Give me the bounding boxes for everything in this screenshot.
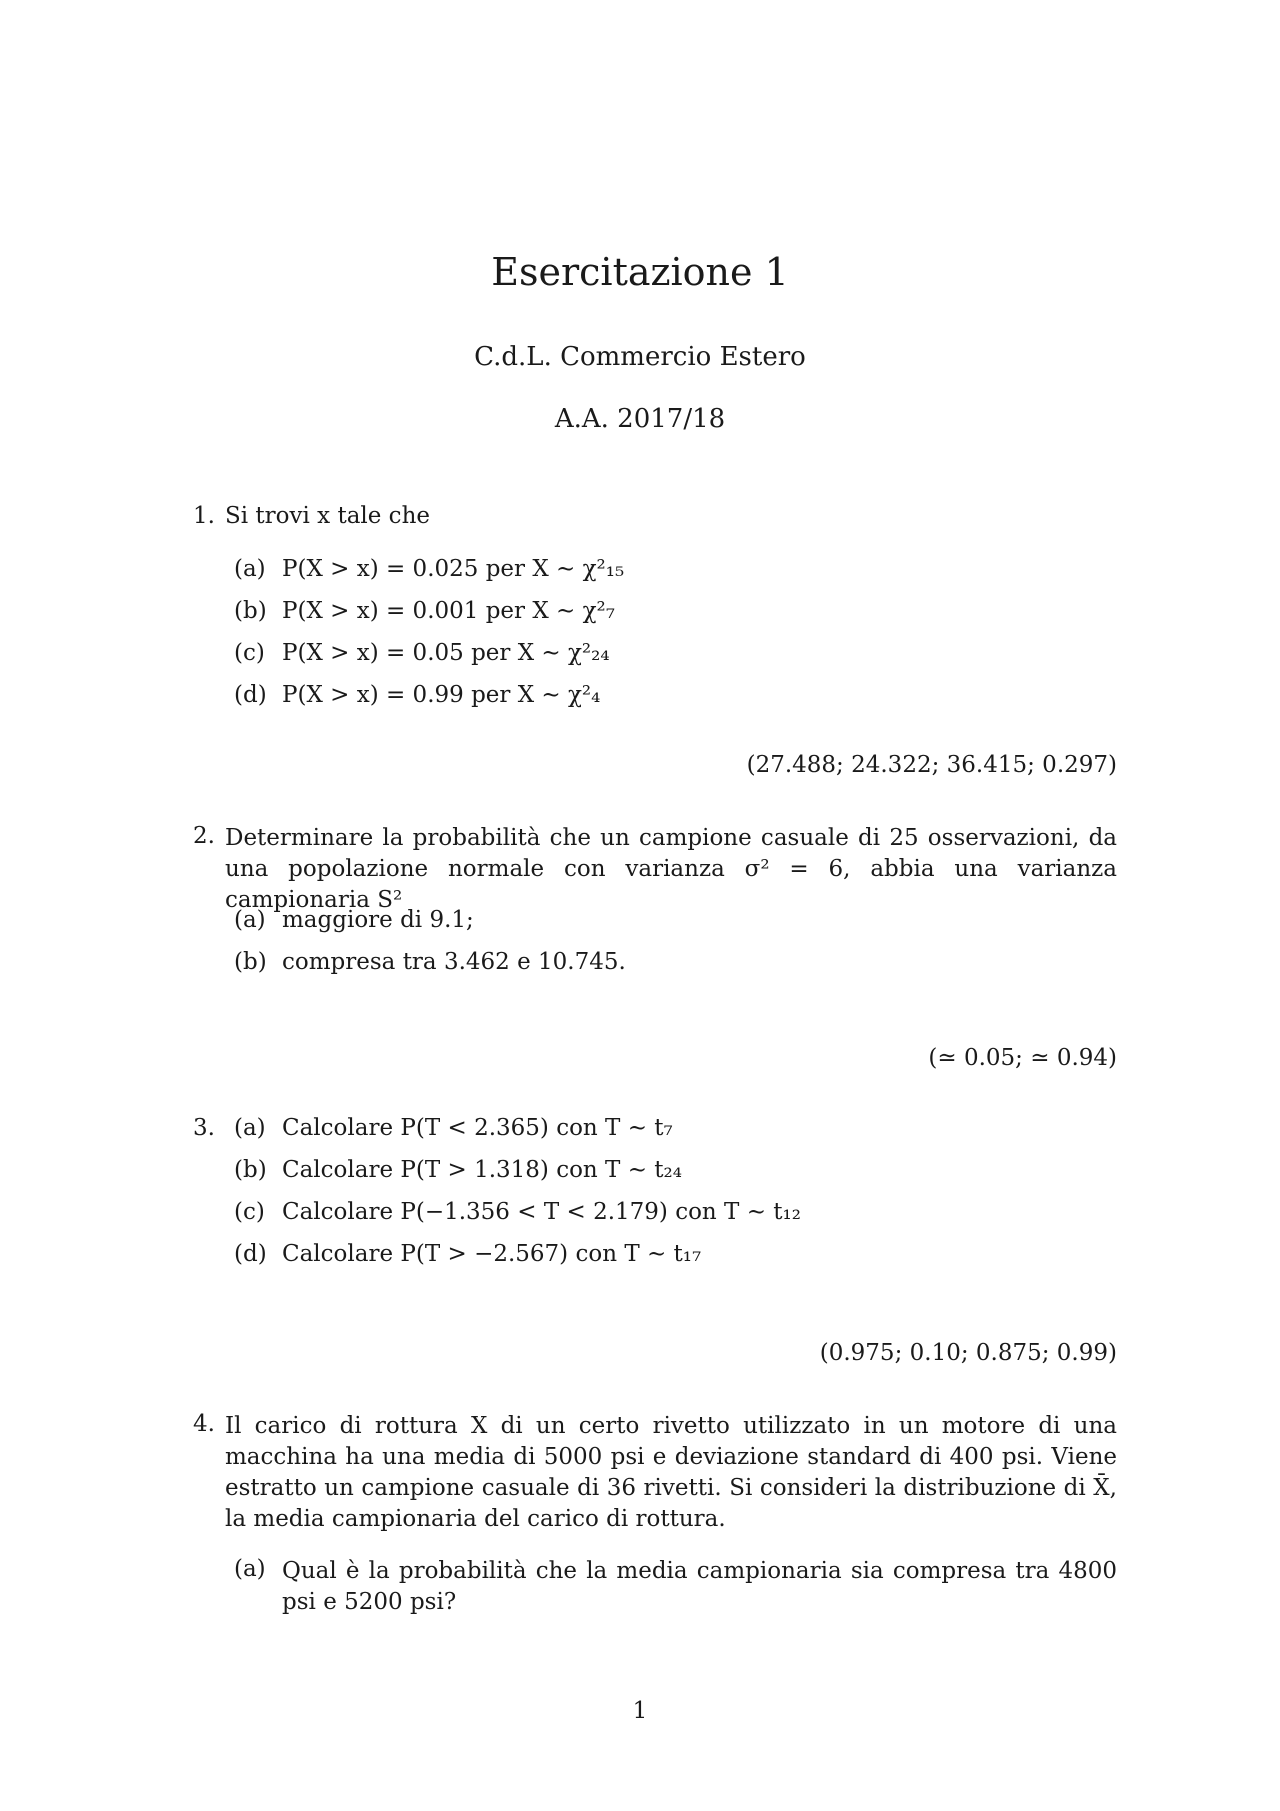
item-label: (d): [234, 682, 267, 708]
answer-key: (0.975; 0.10; 0.875; 0.99): [819, 1340, 1117, 1366]
exercise-number: 3.: [193, 1115, 215, 1141]
item-label: (b): [234, 1157, 267, 1183]
exercise-number: 1.: [193, 503, 215, 529]
answer-key: (≃ 0.05; ≃ 0.94): [928, 1045, 1117, 1071]
item-text: Calcolare P(T > −2.567) con T ∼ t₁₇: [282, 1241, 702, 1267]
item-label: (b): [234, 949, 267, 975]
exercise-intro: Determinare la probabilità che un campione casuale di 25 osservazioni, da una popolazione normale con varianza σ² = 6, abbia una varianza campionaria S²: [225, 825, 1117, 913]
answer-key: (27.488; 24.322; 36.415; 0.297): [746, 752, 1117, 778]
page-title: Esercitazione 1: [491, 250, 789, 294]
exercise-intro: Si trovi x tale che: [225, 503, 430, 529]
item-text: Calcolare P(T < 2.365) con T ∼ t₇: [282, 1115, 673, 1141]
item-text: Calcolare P(T > 1.318) con T ∼ t₂₄: [282, 1157, 682, 1183]
item-text: compresa tra 3.462 e 10.745.: [282, 949, 626, 975]
item-label: (d): [234, 1241, 267, 1267]
item-text: P(X > x) = 0.001 per X ∼ χ²₇: [282, 598, 615, 624]
page-number: 1: [632, 1698, 648, 1724]
course-name: C.d.L. Commercio Estero: [474, 342, 806, 372]
item-label: (a): [234, 1115, 266, 1141]
item-label: (a): [234, 1556, 266, 1582]
item-label: (c): [234, 640, 265, 666]
academic-year: A.A. 2017/18: [554, 404, 726, 434]
exercise-intro: Il carico di rottura X di un certo rivetto utilizzato in un motore di una macchina ha una media di 5000 psi e deviazione standard di 400 psi. Viene estratto un campione casuale di 36 rivetti. Si consideri la distribuzione di X̄, la media campionaria del carico di rottura.: [225, 1413, 1117, 1532]
item-text: Qual è la probabilità che la media campionaria sia compresa tra 4800 psi e 5200 psi?: [282, 1558, 1117, 1615]
exercise-number: 4.: [193, 1411, 215, 1437]
item-label: (a): [234, 556, 266, 582]
item-text: maggiore di 9.1;: [282, 907, 474, 933]
item-label: (b): [234, 598, 267, 624]
item-label: (c): [234, 1199, 265, 1225]
item-text: P(X > x) = 0.025 per X ∼ χ²₁₅: [282, 556, 625, 582]
item-label: (a): [234, 907, 266, 933]
item-text: P(X > x) = 0.99 per X ∼ χ²₄: [282, 682, 601, 708]
item-text: Calcolare P(−1.356 < T < 2.179) con T ∼ t₁₂: [282, 1199, 801, 1225]
item-text: P(X > x) = 0.05 per X ∼ χ²₂₄: [282, 640, 610, 666]
exercise-number: 2.: [193, 823, 215, 849]
